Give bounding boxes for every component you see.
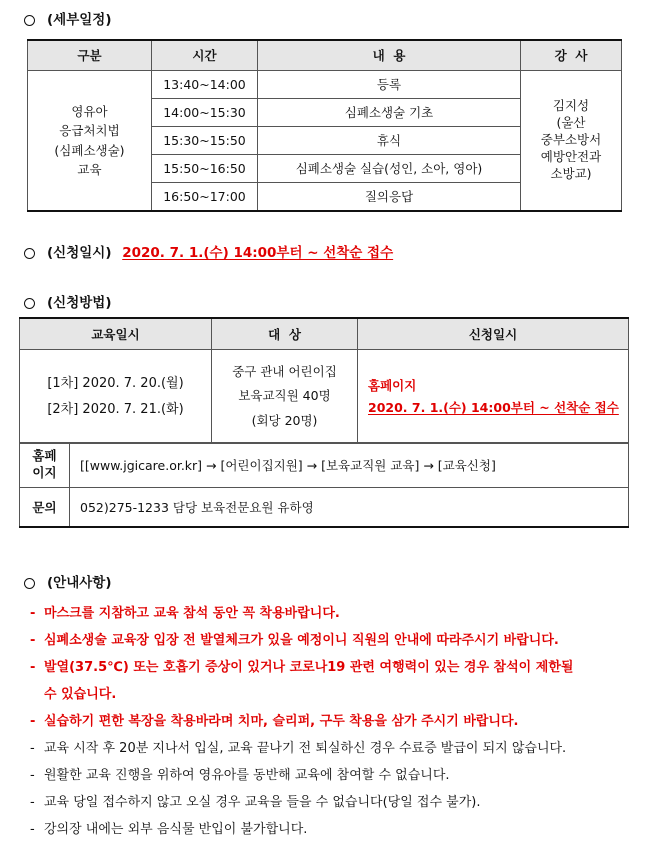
circle-bullet-icon [24,248,35,259]
method-heading-text: (신청방법) [47,295,112,311]
notice-item: - 교육 당일 접수하지 않고 오실 경우 교육을 들을 수 없습니다(당일 접수 불가). [30,795,481,810]
target-line: 보육교직원 40명 [238,388,331,404]
notice-item: - 마스크를 지참하고 교육 참석 동안 꼭 착용바랍니다. [30,606,340,621]
time-cell: 14:00~15:30 [152,99,258,127]
contact-value: 052)275-1233 담당 보육전문요원 유하영 [70,488,629,528]
method-header-row [20,318,629,350]
application-date-value: 2020. 7. 1.(수) 14:00부터 ~ 선착순 접수 [122,245,394,261]
target-cell [212,350,358,444]
header-category: 구분 [28,40,152,71]
notice-item: - 실습하기 편한 복장을 착용바라며 치마, 슬리퍼, 구두 착용을 삼가 주시기 바랍니다. [30,714,519,729]
notice-item: - 교육 시작 후 20분 지나서 입실, 교육 끝나기 전 퇴실하신 경우 수료증 발급이 되지 않습니다. [30,741,567,756]
instructor-line: (울산 [556,115,586,131]
edu-date-1: [1차] 2020. 7. 20.(월) [47,375,184,391]
circle-bullet-icon [24,578,35,589]
instructor-line: 소방교) [550,165,592,181]
homepage-label-text: 홈페이지 [32,448,57,480]
circle-bullet-icon [24,15,35,26]
header-target: 대 상 [212,318,358,350]
table-row [28,71,622,99]
time-cell: 15:30~15:50 [152,127,258,155]
time-cell: 16:50~17:00 [152,183,258,212]
schedule-table [27,39,622,212]
category-line: (심폐소생술) [54,142,125,158]
notices-heading-text: (안내사항) [47,575,112,591]
notice-text: 발열(37.5℃) 또는 호흡기 증상이 있거나 코로나19 관련 여행력이 있는 경우 참석이 제한될 [44,660,574,675]
method-heading [24,291,112,311]
table-row [20,350,629,444]
instructor-line: 중부소방서 [540,132,602,148]
notice-text: 교육 당일 접수하지 않고 오실 경우 교육을 들을 수 없습니다(당일 접수 불가). [44,795,481,810]
application-date-heading [24,241,393,261]
target-line: (회당 20명) [251,412,318,428]
apply-value: 2020. 7. 1.(수) 14:00부터 ~ 선착순 접수 [368,399,619,415]
homepage-row [20,443,629,488]
homepage-label [20,443,70,488]
contact-row [20,488,629,528]
time-cell: 15:50~16:50 [152,155,258,183]
notice-text: 심폐소생술 교육장 입장 전 발열체크가 있을 예정이니 직원의 안내에 따라주시기 바랍니다. [44,633,559,648]
edu-date-2: [2차] 2020. 7. 21.(화) [47,401,184,417]
edu-dates-cell [20,350,212,444]
notice-item: - 강의장 내에는 외부 음식물 반입이 불가합니다. [30,822,308,837]
apply-cell [358,350,629,444]
target-line: 중구 관내 어린이집 [232,363,337,379]
notice-item-continued [44,683,116,702]
header-time: 시간 [152,40,258,71]
content-cell: 심폐소생술 기초 [258,99,521,127]
notice-item: - 심폐소생술 교육장 입장 전 발열체크가 있을 예정이니 직원의 안내에 따라주시기 바랍니다. [30,633,559,648]
category-line: 교육 [77,161,102,177]
category-line: 영유아 [71,103,108,119]
schedule-heading-text: (세부일정) [47,12,112,28]
notice-item: - 원활한 교육 진행을 위하여 영유아를 동반해 교육에 참여할 수 없습니다. [30,768,450,783]
instructor-line: 김지성 [552,98,590,114]
content-cell: 등록 [258,71,521,99]
header-content: 내 용 [258,40,521,71]
notice-text: 강의장 내에는 외부 음식물 반입이 불가합니다. [44,822,308,837]
notice-text: 수 있습니다. [44,687,117,702]
header-edu-date: 교육일시 [20,318,212,350]
header-apply-date: 신청일시 [358,318,629,350]
category-cell [28,71,152,212]
schedule-header-row [28,40,622,71]
content-cell: 질의응답 [258,183,521,212]
info-table [19,442,629,528]
content-cell: 휴식 [258,127,521,155]
contact-label: 문의 [20,488,70,528]
notice-text: 실습하기 편한 복장을 착용바라며 치마, 슬리퍼, 구두 착용을 삼가 주시기 바랍니다. [44,714,519,729]
application-date-label: (신청일시) [47,245,112,261]
content-cell: 심폐소생술 실습(성인, 소아, 영아) [258,155,521,183]
apply-title: 홈페이지 [368,378,417,394]
homepage-path: [[www.jgicare.or.kr] → [어린이집지원] → [보육교직원 교육] → [교육신청] [70,443,629,488]
instructor-cell [521,71,622,212]
schedule-heading [24,8,112,28]
instructor-line: 예방안전과 [540,148,602,164]
category-line: 응급처치법 [59,123,120,139]
notice-item: - 발열(37.5℃) 또는 호흡기 증상이 있거나 코로나19 관련 여행력이 있는 경우 참석이 제한될 [30,660,574,675]
notice-text: 마스크를 지참하고 교육 참석 동안 꼭 착용바랍니다. [44,606,340,621]
notice-text: 교육 시작 후 20분 지나서 입실, 교육 끝나기 전 퇴실하신 경우 수료증 발급이 되지 않습니다. [44,741,567,756]
circle-bullet-icon [24,298,35,309]
notices-heading [24,571,112,591]
method-table [19,317,629,444]
time-cell: 13:40~14:00 [152,71,258,99]
header-instructor: 강 사 [521,40,622,71]
notice-text: 원활한 교육 진행을 위하여 영유아를 동반해 교육에 참여할 수 없습니다. [44,768,450,783]
